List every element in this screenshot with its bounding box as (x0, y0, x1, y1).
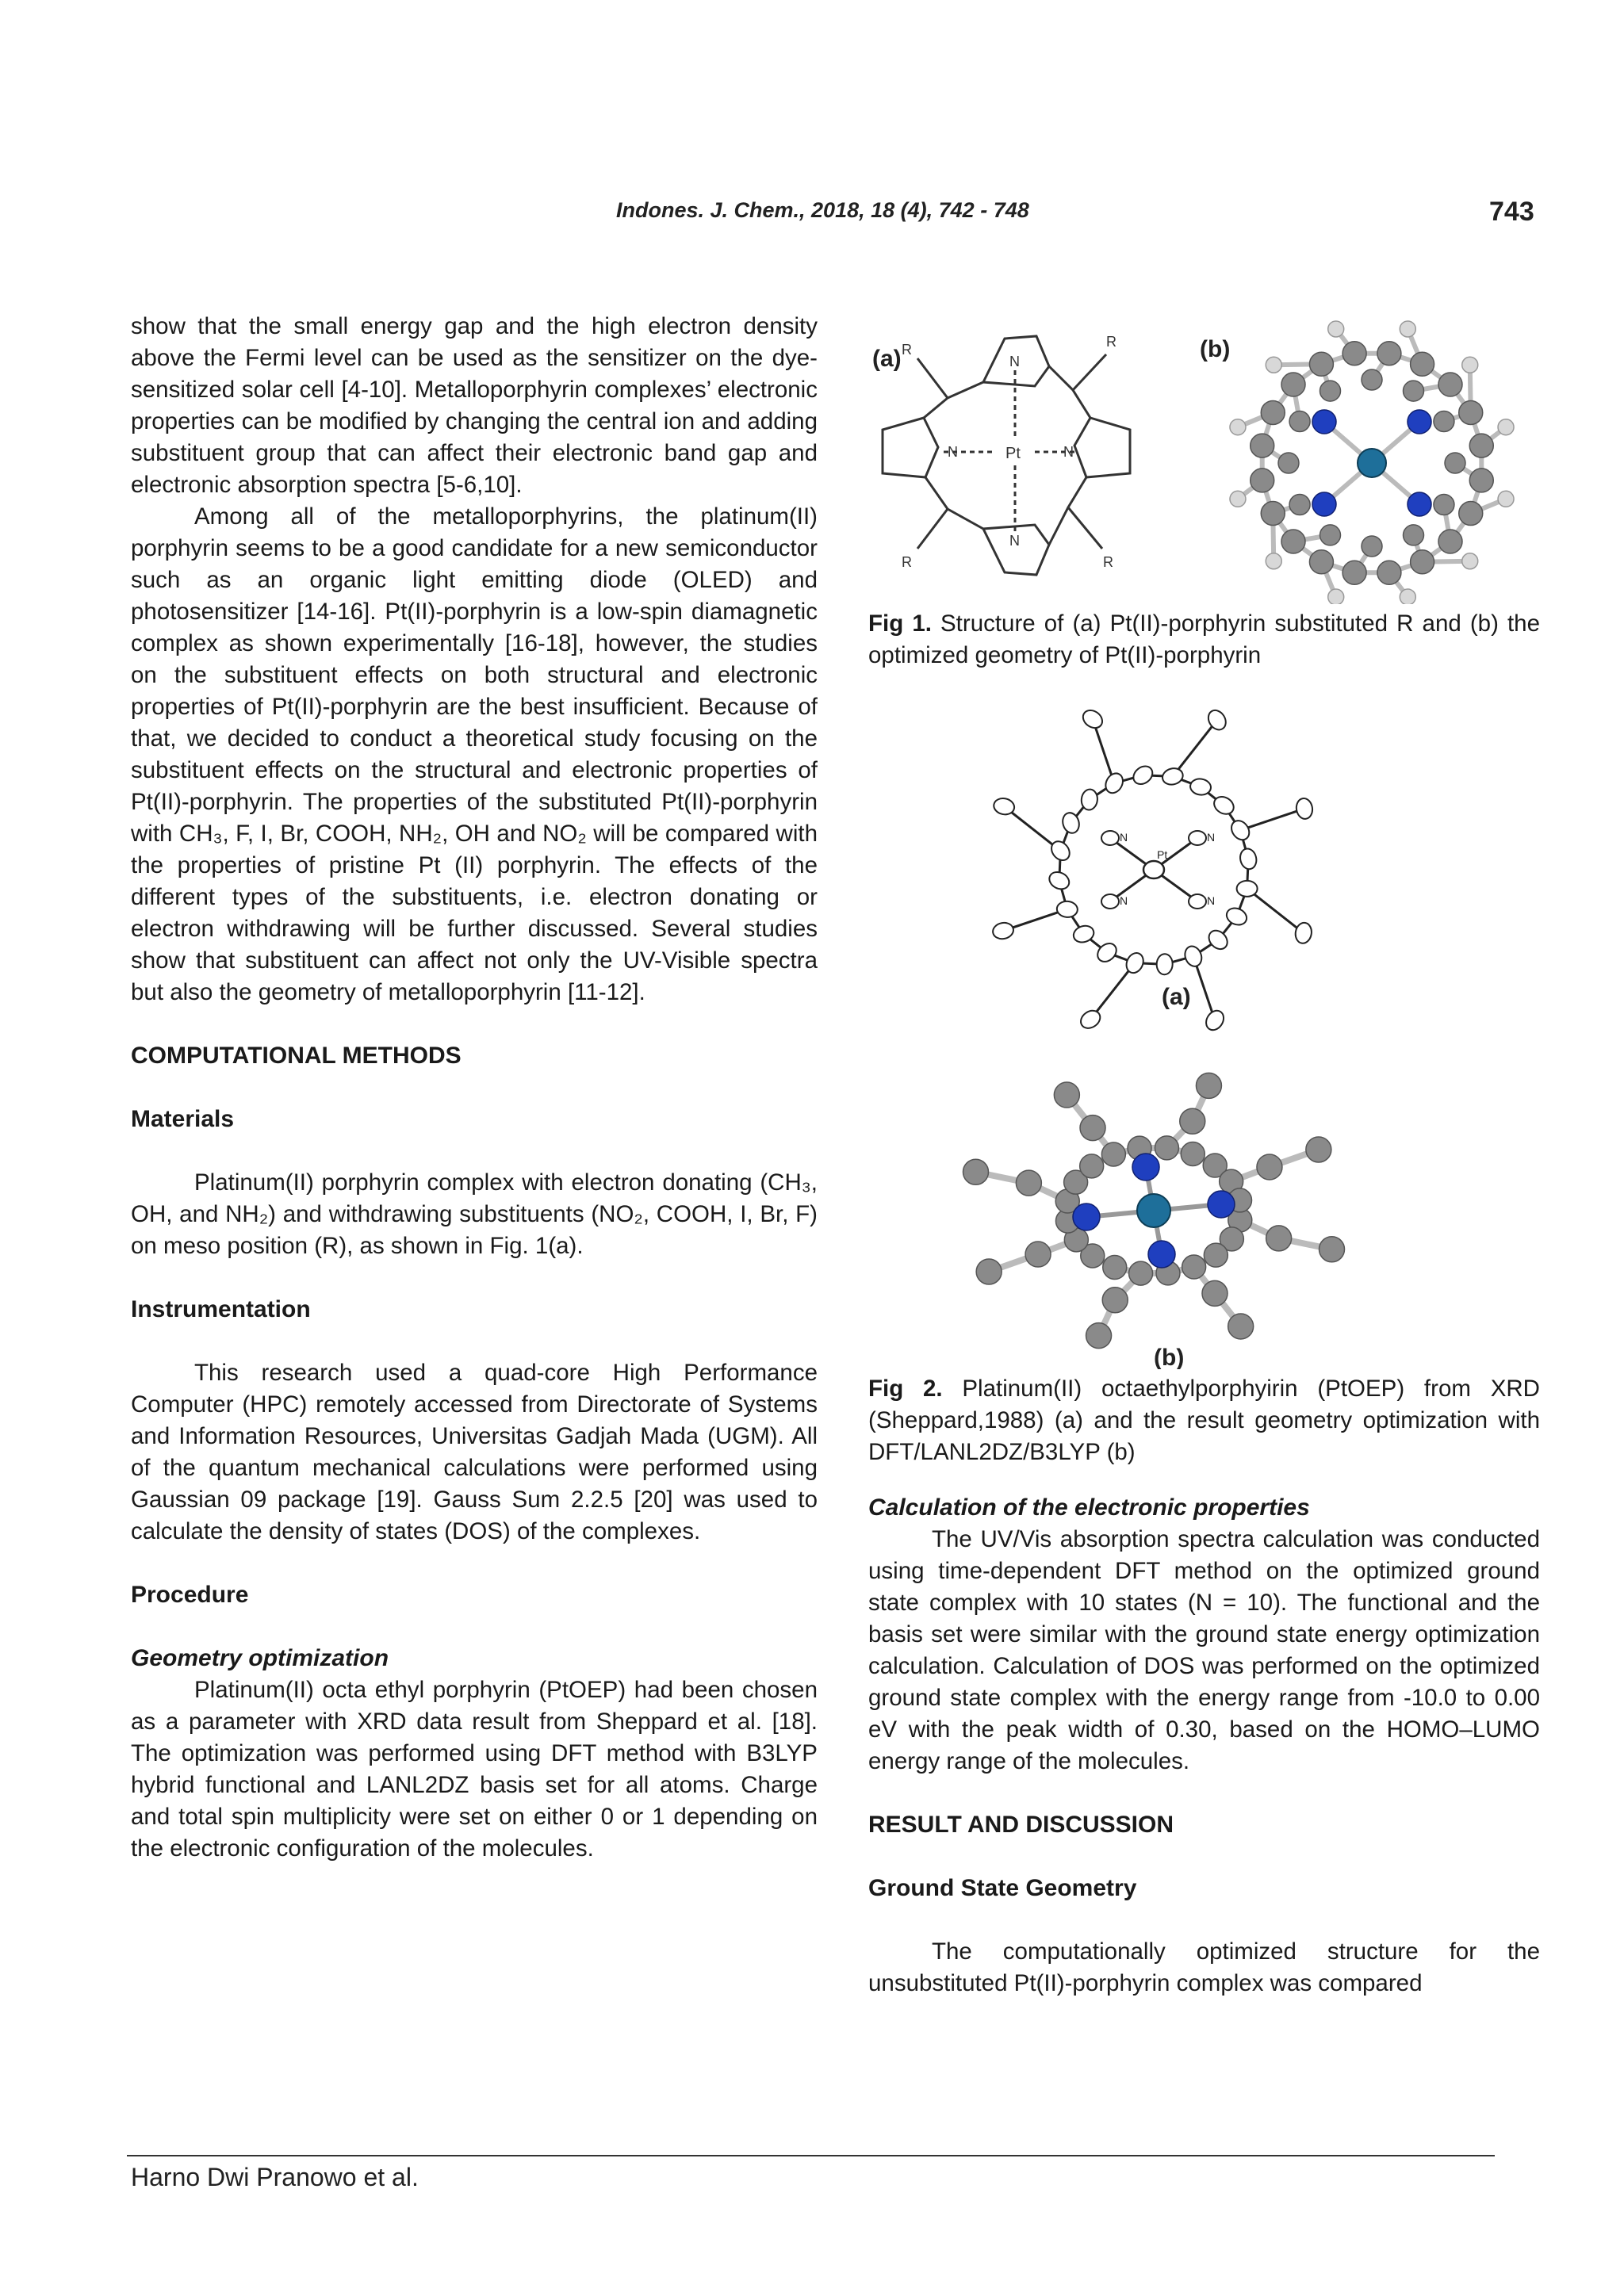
bond (1240, 809, 1304, 830)
platinum-atom (1137, 1194, 1170, 1227)
electronic-properties-heading: Calculation of the electronic properties (868, 1494, 1310, 1521)
carbon-atom (1309, 550, 1333, 574)
thermal-ellipsoid (1239, 847, 1258, 871)
carbon-atom (1103, 1256, 1127, 1280)
nitrogen-atom (1408, 410, 1431, 434)
carbon-atom (1266, 1226, 1292, 1251)
nitrogen-atom (1148, 1241, 1175, 1268)
carbon-atom (1342, 342, 1366, 365)
geometry-optimization-heading: Geometry optimization (131, 1645, 389, 1671)
carbon-atom (963, 1159, 988, 1184)
carbon-atom (1202, 1280, 1228, 1306)
n-label: N (1120, 894, 1128, 907)
figure-1-caption (868, 608, 1540, 672)
r-label: R (902, 554, 912, 570)
geometry-optimization-paragraph: Platinum(II) octa ethyl porphyrin (PtOEP) had been chosen as a parameter with XRD data result from Sheppard et al. [18]. The optimization was performed using DFT method with B3LYP hybrid functional and LANL2DZ basis set for all atoms. Charge and total spin multiplicity were set on either 0 or 1 depending on the electronic configuration of the molecules. (131, 1677, 818, 1862)
figure-2-image (868, 703, 1540, 1369)
n-label: N (1009, 354, 1020, 369)
thermal-ellipsoid (1295, 798, 1314, 821)
thermal-ellipsoid (1078, 1007, 1104, 1031)
carbon-atom (1362, 536, 1382, 557)
r-label: R (1106, 334, 1116, 350)
nitrogen-ellipsoid (1101, 831, 1119, 845)
left-column (131, 311, 818, 1865)
hydrogen-atom (1266, 553, 1281, 569)
hydrogen-atom (1462, 357, 1478, 373)
ground-state-geometry-heading: Ground State Geometry (868, 1875, 1137, 1901)
carbon-atom (1342, 561, 1366, 584)
thermal-ellipsoid (1056, 901, 1078, 918)
carbon-atom (1101, 1142, 1125, 1166)
carbon-atom (1469, 434, 1493, 457)
hydrogen-atom (1498, 491, 1514, 507)
carbon-atom (1404, 381, 1424, 401)
porphyrin-ball-and-stick-model (1230, 321, 1514, 604)
carbon-atom (1228, 1314, 1254, 1339)
r-label: R (902, 342, 912, 358)
carbon-atom (1459, 502, 1483, 526)
figure-2-caption-text: Platinum(II) octaethylporphyirin (PtOEP) from XRD (Sheppard,1988) (a) and the result geometry optimization with DFT/LANL2DZ/B3LYP (b) (868, 1376, 1540, 1465)
carbon-atom (1411, 352, 1434, 376)
carbon-atom (1261, 502, 1285, 526)
carbon-atom (1459, 400, 1483, 424)
carbon-atom (1320, 525, 1341, 545)
ground-state-paragraph: The computationally optimized structure for the unsubstituted Pt(II)-porphyrin complex was compared (868, 1938, 1540, 1996)
carbon-atom (1086, 1323, 1112, 1349)
figure-2 (868, 703, 1540, 1468)
nitrogen-atom (1408, 492, 1431, 516)
figure-1-panel-a-label: (a) (872, 346, 902, 372)
n-label: N (1207, 894, 1216, 907)
result-and-discussion-heading: RESULT AND DISCUSSION (868, 1812, 1174, 1838)
procedure-heading: Procedure (131, 1582, 249, 1608)
intro-paragraph-2: Among all of the metalloporphyrins, the platinum(II) porphyrin seems to be a good candidate for a new semiconductor such as an organic light emitting diode (OLED) and photosensitizer [14-16]. Pt(II)-porphyrin is a low-spin diamagnetic complex as shown experimentally [16-18], however, the studies on the substituent effects on both structural and electronic properties of Pt(II)-porphyrin are the best insufficient. Because of that, we decided to conduct a theoretical study focusing on the substituent effects on the structural and electronic properties of Pt(II)-porphyrin. The properties of the substituted Pt(II)-porphyrin with CH₃, F, I, Br, COOH, NH₂, OH and NO₂ will be compared with the properties of pristine Pt (II) porphyrin. The effects of the different types of the substituents, i.e. electron donating or electron withdrawing will be further discussed. Several studies show that substituent can affect not only the UV-Visible spectra but also the geometry of metalloporphyrin [11-12]. (131, 503, 818, 1005)
thermal-ellipsoid (1081, 789, 1099, 811)
n-label: N (1063, 444, 1074, 460)
carbon-atom (1438, 530, 1462, 553)
carbon-atom (1445, 453, 1465, 473)
nitrogen-atom (1312, 410, 1336, 434)
carbon-atom (1320, 1237, 1345, 1262)
carbon-atom (1362, 369, 1382, 390)
carbon-atom (1261, 400, 1285, 424)
nitrogen-atom (1312, 492, 1336, 516)
thermal-ellipsoid (1224, 905, 1250, 928)
thermal-ellipsoid (1080, 706, 1106, 731)
thermal-ellipsoid (1189, 778, 1212, 796)
hydrogen-atom (1400, 321, 1415, 337)
carbon-atom (1129, 1261, 1153, 1285)
n-label: N (1009, 533, 1020, 549)
nitrogen-ellipsoid (1189, 894, 1206, 909)
carbon-atom (1025, 1242, 1051, 1267)
nitrogen-ellipsoid (1101, 894, 1119, 909)
carbon-atom (1306, 1137, 1331, 1162)
carbon-atom (1278, 453, 1299, 473)
thermal-ellipsoid (1237, 881, 1258, 897)
thermal-ellipsoid (1094, 939, 1120, 965)
hydrogen-atom (1400, 589, 1415, 604)
footer-authors: Harno Dwi Pranowo et al. (131, 2163, 419, 2191)
ptoep-ball-and-stick-model (963, 1073, 1344, 1348)
n-label: N (1120, 831, 1128, 844)
figure-2-caption (868, 1373, 1540, 1468)
carbon-atom (1016, 1170, 1041, 1196)
carbon-atom (1289, 495, 1310, 515)
intro-paragraph-1: show that the small energy gap and the high electron density above the Fermi level can be used as the sensitizer on the dye-sensitized solar cell [4-10]. Metalloporphyrin complexes’ electronic properties can be modified by changing the central ion and adding substituent group that can affect their electronic band gap and electronic absorption spectra [5-6,10]. (131, 313, 818, 498)
instrumentation-paragraph: This research used a quad-core High Performance Computer (HPC) remotely accessed from Directorate of Systems and Information Resources, Universitas Gadjah Mada (UGM). All of the quantum mechanical calculations were performed using Gaussian 09 package [19]. Gauss Sum 2.2.5 [20] was used to calculate the density of states (DOS) of the complexes. (131, 1360, 818, 1544)
carbon-atom (1257, 1154, 1282, 1180)
n-label: N (948, 444, 958, 460)
right-column (868, 311, 1540, 1999)
page-number: 743 (1489, 197, 1534, 227)
thermal-ellipsoid (1156, 954, 1173, 975)
thermal-ellipsoid (1048, 838, 1073, 864)
figure-1-image (868, 311, 1540, 604)
hydrogen-atom (1498, 419, 1514, 435)
thermal-ellipsoid (991, 921, 1014, 941)
carbon-atom (1377, 561, 1401, 584)
carbon-atom (1054, 1082, 1079, 1108)
thermal-ellipsoid (1294, 921, 1313, 944)
materials-heading: Materials (131, 1106, 235, 1132)
figure-2-panel-a-label: (a) (1162, 984, 1191, 1010)
carbon-atom (1251, 434, 1274, 457)
carbon-atom (1469, 469, 1493, 492)
hydrogen-atom (1266, 357, 1281, 373)
nitrogen-atom (1208, 1191, 1235, 1218)
carbon-atom (1204, 1243, 1228, 1267)
carbon-atom (1320, 381, 1341, 401)
carbon-atom (1251, 469, 1274, 492)
carbon-atom (1080, 1115, 1105, 1141)
figure-2-panel-b-label: (b) (1154, 1345, 1185, 1369)
thermal-ellipsoid (1182, 943, 1205, 968)
figure-1-panel-b-label: (b) (1200, 336, 1231, 362)
ortep-crystal-structure (991, 706, 1314, 1033)
carbon-atom (1411, 550, 1434, 574)
carbon-atom (1434, 411, 1454, 432)
carbon-atom (1281, 373, 1305, 396)
r-label: R (1103, 554, 1113, 570)
computational-methods-heading: COMPUTATIONAL METHODS (131, 1043, 462, 1069)
n-label: N (1207, 831, 1216, 844)
thermal-ellipsoid (1205, 927, 1231, 953)
carbon-atom (1281, 530, 1305, 553)
carbon-atom (1155, 1136, 1178, 1160)
thermal-ellipsoid (1161, 766, 1185, 786)
figure-1 (868, 311, 1540, 672)
figure-1-caption-label: Fig 1. (868, 610, 932, 637)
carbon-atom (1289, 411, 1310, 432)
electronic-properties-paragraph: The UV/Vis absorption spectra calculation was conducted using time-dependent DFT method on the optimized ground state complex with 10 states (N = 10). The functional and the basis set were similar with the ground state energy optimization calculation. Calculation of DOS was performed on the optimized ground state complex with the energy range from -10.0 to 0.00 eV with the peak width of 0.30, based on the HOMO–LUMO energy range of the molecules. (868, 1526, 1540, 1774)
bond (1093, 719, 1114, 783)
materials-paragraph: Platinum(II) porphyrin complex with electron donating (CH₃, OH, and NH₂) and withdrawing substituents (NO₂, COOH, I, Br, F) on meso position (R), as shown in Fig. 1(a). (131, 1169, 818, 1259)
carbon-atom (1180, 1108, 1205, 1134)
carbon-atom (1181, 1142, 1205, 1165)
carbon-atom (1196, 1073, 1221, 1098)
thermal-ellipsoid (1047, 869, 1072, 893)
carbon-atom (1434, 495, 1454, 515)
nitrogen-ellipsoid (1189, 831, 1206, 845)
carbon-atom (1080, 1154, 1104, 1178)
hydrogen-atom (1328, 589, 1344, 604)
pt-label: Pt (1005, 445, 1021, 462)
platinum-atom (1358, 449, 1386, 477)
figure-2-caption-label: Fig 2. (868, 1376, 943, 1402)
journal-header: Indones. J. Chem., 2018, 18 (4), 742 - 748 (616, 198, 1029, 222)
instrumentation-heading: Instrumentation (131, 1296, 311, 1322)
nitrogen-atom (1073, 1203, 1100, 1230)
carbon-atom (1102, 1288, 1128, 1313)
bond (1173, 720, 1217, 776)
thermal-ellipsoid (1203, 1008, 1228, 1034)
footer-rule (127, 2155, 1495, 2156)
pt-label: Pt (1157, 848, 1168, 861)
thermal-ellipsoid (1130, 763, 1156, 788)
hydrogen-atom (1462, 553, 1478, 569)
hydrogen-atom (1230, 491, 1246, 507)
carbon-atom (1309, 352, 1333, 376)
carbon-atom (1377, 342, 1401, 365)
hydrogen-atom (1328, 321, 1344, 337)
nitrogen-atom (1132, 1154, 1159, 1181)
carbon-atom (1404, 525, 1424, 545)
figure-1-caption-text: Structure of (a) Pt(II)-porphyrin substituted R and (b) the optimized geometry of Pt(II)-porphyrin (868, 610, 1540, 668)
carbon-atom (976, 1259, 1002, 1284)
thermal-ellipsoid (1228, 817, 1252, 844)
hydrogen-atom (1230, 419, 1246, 435)
bond (1247, 889, 1304, 933)
thermal-ellipsoid (1102, 771, 1126, 796)
carbon-atom (1438, 373, 1462, 396)
carbon-atom (1182, 1255, 1206, 1279)
platinum-ellipsoid (1143, 861, 1164, 878)
